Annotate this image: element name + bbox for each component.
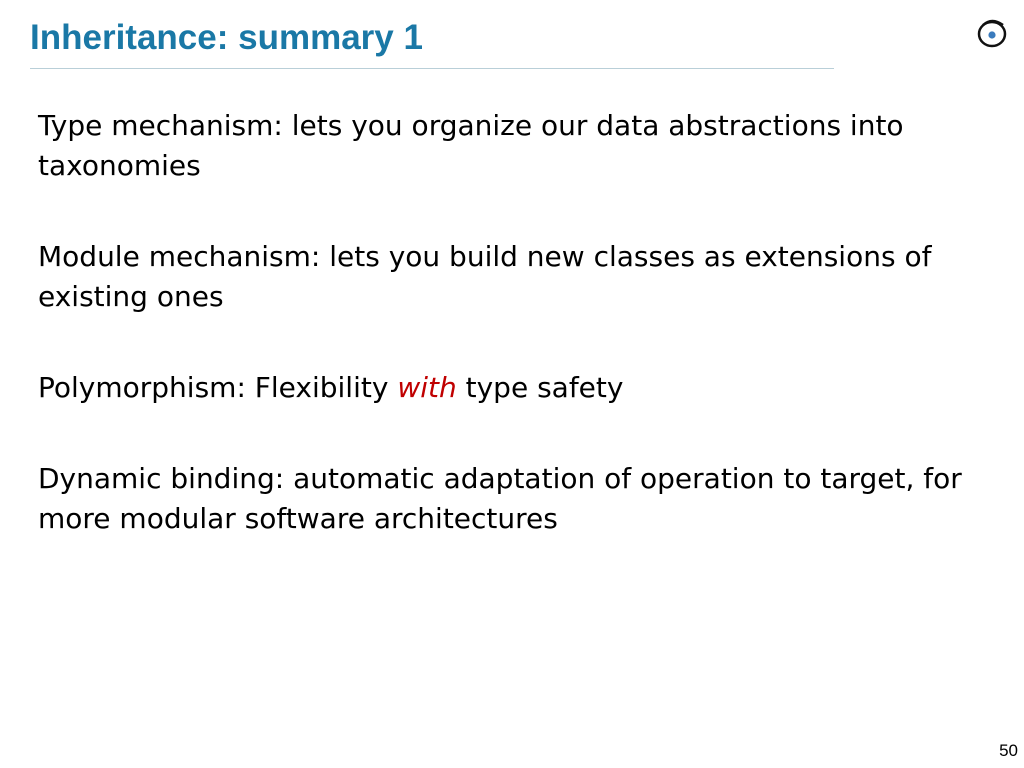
point-polymorphism [38, 368, 978, 408]
slide-title: Inheritance: summary 1 [30, 18, 423, 57]
emphasis-with: with [397, 371, 457, 404]
page-number: 50 [999, 741, 1018, 760]
title-divider [30, 68, 834, 69]
point-module-mechanism: Module mechanism: lets you build new classes as extensions of existing ones [38, 240, 932, 313]
point-polymorphism-tail: type safety [456, 371, 624, 404]
point-dynamic-binding: Dynamic binding: automatic adaptation of operation to target, for more modular software architectures [38, 462, 962, 535]
point-polymorphism-lead: Polymorphism: Flexibility [38, 371, 398, 404]
point-type-mechanism: Type mechanism: lets you organize our data abstractions into taxonomies [38, 109, 904, 182]
eiffel-logo-icon [974, 16, 1010, 50]
slide-body [38, 106, 978, 590]
